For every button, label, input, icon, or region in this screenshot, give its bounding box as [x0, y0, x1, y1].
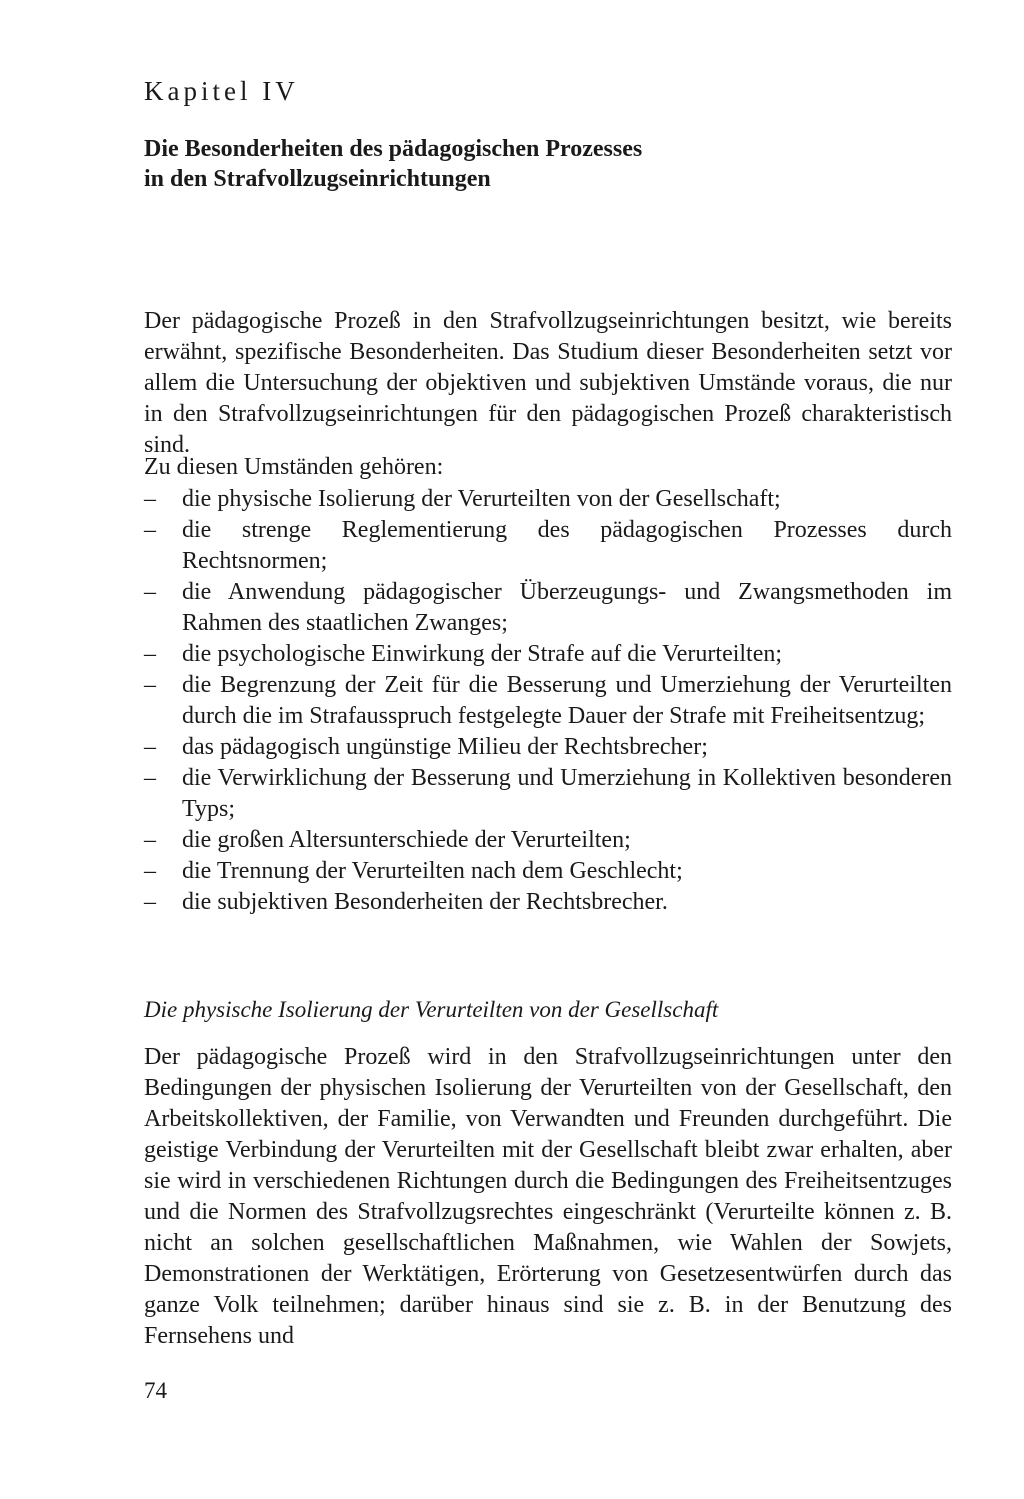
dash-marker: – — [144, 827, 156, 853]
list-item-text: die physische Isolierung der Verurteilten von der Gesellschaft; — [182, 486, 781, 512]
chapter-title — [144, 134, 642, 194]
chapter-title-line: Die Besonderheiten des pädagogischen Prozesses — [144, 136, 643, 162]
list-item-text: die strenge Reglementierung des pädagogischen Prozesses durch Rechtsnormen; — [182, 517, 952, 574]
dash-marker: – — [144, 889, 156, 915]
dash-marker: – — [144, 672, 156, 698]
list-item — [144, 484, 952, 515]
dash-marker: – — [144, 858, 156, 884]
list-lead-in: Zu diesen Umständen gehören: — [144, 454, 444, 480]
circumstances-list — [144, 484, 952, 918]
section-subheading: Die physische Isolierung der Verurteilten von der Gesellschaft — [144, 997, 719, 1022]
list-item — [144, 887, 952, 918]
list-item-text: die Begrenzung der Zeit für die Besserung und Umerziehung der Verurteilten durch die im Strafausspruch festgelegte Dauer der Strafe mit Freiheitsentzug; — [182, 672, 952, 729]
list-item-text: die großen Altersunterschiede der Verurteilten; — [182, 827, 631, 853]
page-number: 74 — [144, 1378, 167, 1403]
list-item-text: die psychologische Einwirkung der Strafe auf die Verurteilten; — [182, 641, 783, 667]
chapter-label: Kapitel IV — [144, 76, 299, 106]
list-item-text: die Verwirklichung der Besserung und Umerziehung in Kollektiven besonderen Typs; — [182, 765, 952, 822]
dash-marker: – — [144, 641, 156, 667]
dash-marker: – — [144, 579, 156, 605]
list-item — [144, 732, 952, 763]
chapter-title-line: in den Strafvollzugseinrichtungen — [144, 166, 491, 192]
intro-paragraph: Der pädagogische Prozeß in den Strafvollzugseinrichtungen besitzt, wie bereits erwähnt, spezifische Besonderheiten. Das Studium dieser Besonderheiten setzt vor allem die Untersuchung der objektiven und subjektiven Umstände voraus, die nur in den Strafvollzugseinrichtungen für den pädagogischen Prozeß charakteristisch sind. — [144, 308, 952, 458]
list-item-text: die subjektiven Besonderheiten der Rechtsbrecher. — [182, 889, 668, 915]
dash-marker: – — [144, 486, 156, 512]
list-item — [144, 670, 952, 732]
list-item — [144, 515, 952, 577]
section-paragraph: Der pädagogische Prozeß wird in den Strafvollzugseinrichtungen unter den Bedingungen der physischen Isolierung der Verurteilten von der Gesellschaft, den Arbeitskollektiven, der Familie, von Verwandten und Freunden durchgeführt. Die geistige Verbindung der Verurteilten mit der Gesellschaft bleibt zwar erhalten, aber sie wird in verschiedenen Richtungen durch die Bedingungen des Freiheitsentzuges und die Normen des Strafvollzugsrechtes eingeschränkt (Verurteilte können z. B. nicht an solchen gesellschaftlichen Maßnahmen, wie Wahlen der Sowjets, Demonstrationen der Werktätigen, Erörterung von Gesetzesentwürfen durch das ganze Volk teilnehmen; darüber hinaus sind sie z. B. in der Benutzung des Fernsehens und — [144, 1044, 952, 1349]
list-item-text: die Trennung der Verurteilten nach dem Geschlecht; — [182, 858, 683, 884]
list-item — [144, 639, 952, 670]
dash-marker: – — [144, 765, 156, 791]
list-item — [144, 856, 952, 887]
list-item — [144, 825, 952, 856]
list-item — [144, 577, 952, 639]
list-item-text: das pädagogisch ungünstige Milieu der Rechtsbrecher; — [182, 734, 708, 760]
dash-marker: – — [144, 734, 156, 760]
list-item — [144, 763, 952, 825]
dash-marker: – — [144, 517, 156, 543]
list-item-text: die Anwendung pädagogischer Überzeugungs- und Zwangsmethoden im Rahmen des staatlichen Zwanges; — [182, 579, 952, 636]
